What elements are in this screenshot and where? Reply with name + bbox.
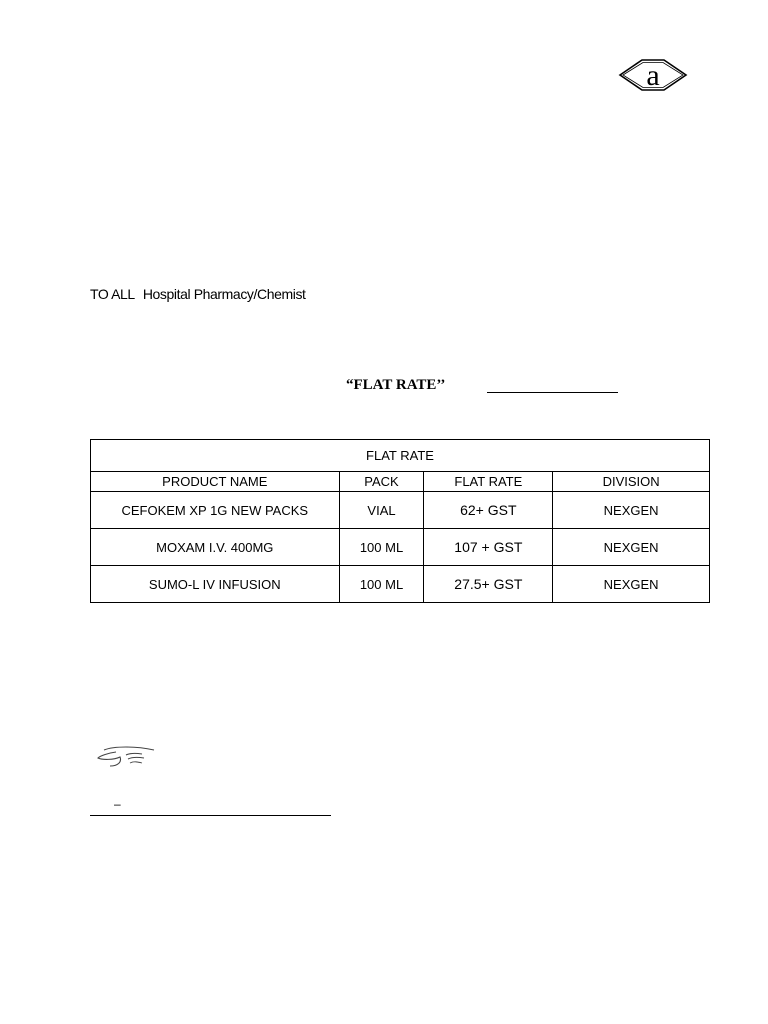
table-title-row — [91, 440, 710, 472]
division: NEXGEN — [553, 529, 710, 566]
addressee-recipient: Hospital Pharmacy/Chemist — [142, 286, 306, 302]
pack: 100 ML — [339, 566, 424, 603]
handwritten-signature-icon — [96, 744, 160, 770]
column-header-product: PRODUCT NAME — [91, 472, 340, 492]
flat-rate: 62+ GST — [424, 492, 553, 529]
product-name: CEFOKEM XP 1G NEW PACKS — [91, 492, 340, 529]
document-heading: “FLAT RATE’’ — [346, 377, 446, 393]
division: NEXGEN — [553, 566, 710, 603]
flat-rate-table — [90, 439, 710, 603]
addressee-lead: TO ALL — [90, 286, 135, 302]
signature-dash: – — [114, 797, 121, 811]
flat-rate: 27.5+ GST — [424, 566, 553, 603]
division: NEXGEN — [553, 492, 710, 529]
column-header-division: DIVISION — [553, 472, 710, 492]
product-name: SUMO-L IV INFUSION — [91, 566, 340, 603]
table-row — [91, 492, 710, 529]
table-row — [91, 566, 710, 603]
addressee-line — [90, 286, 306, 302]
table-row — [91, 529, 710, 566]
company-logo-icon — [618, 56, 688, 94]
heading-underline — [487, 392, 618, 393]
table-header-row — [91, 472, 710, 492]
column-header-flat-rate: FLAT RATE — [424, 472, 553, 492]
signature-line — [90, 815, 331, 816]
column-header-pack: PACK — [339, 472, 424, 492]
logo-letter: a — [646, 59, 660, 92]
table-title: FLAT RATE — [91, 440, 710, 472]
product-name: MOXAM I.V. 400MG — [91, 529, 340, 566]
pack: VIAL — [339, 492, 424, 529]
flat-rate: 107 + GST — [424, 529, 553, 566]
pack: 100 ML — [339, 529, 424, 566]
